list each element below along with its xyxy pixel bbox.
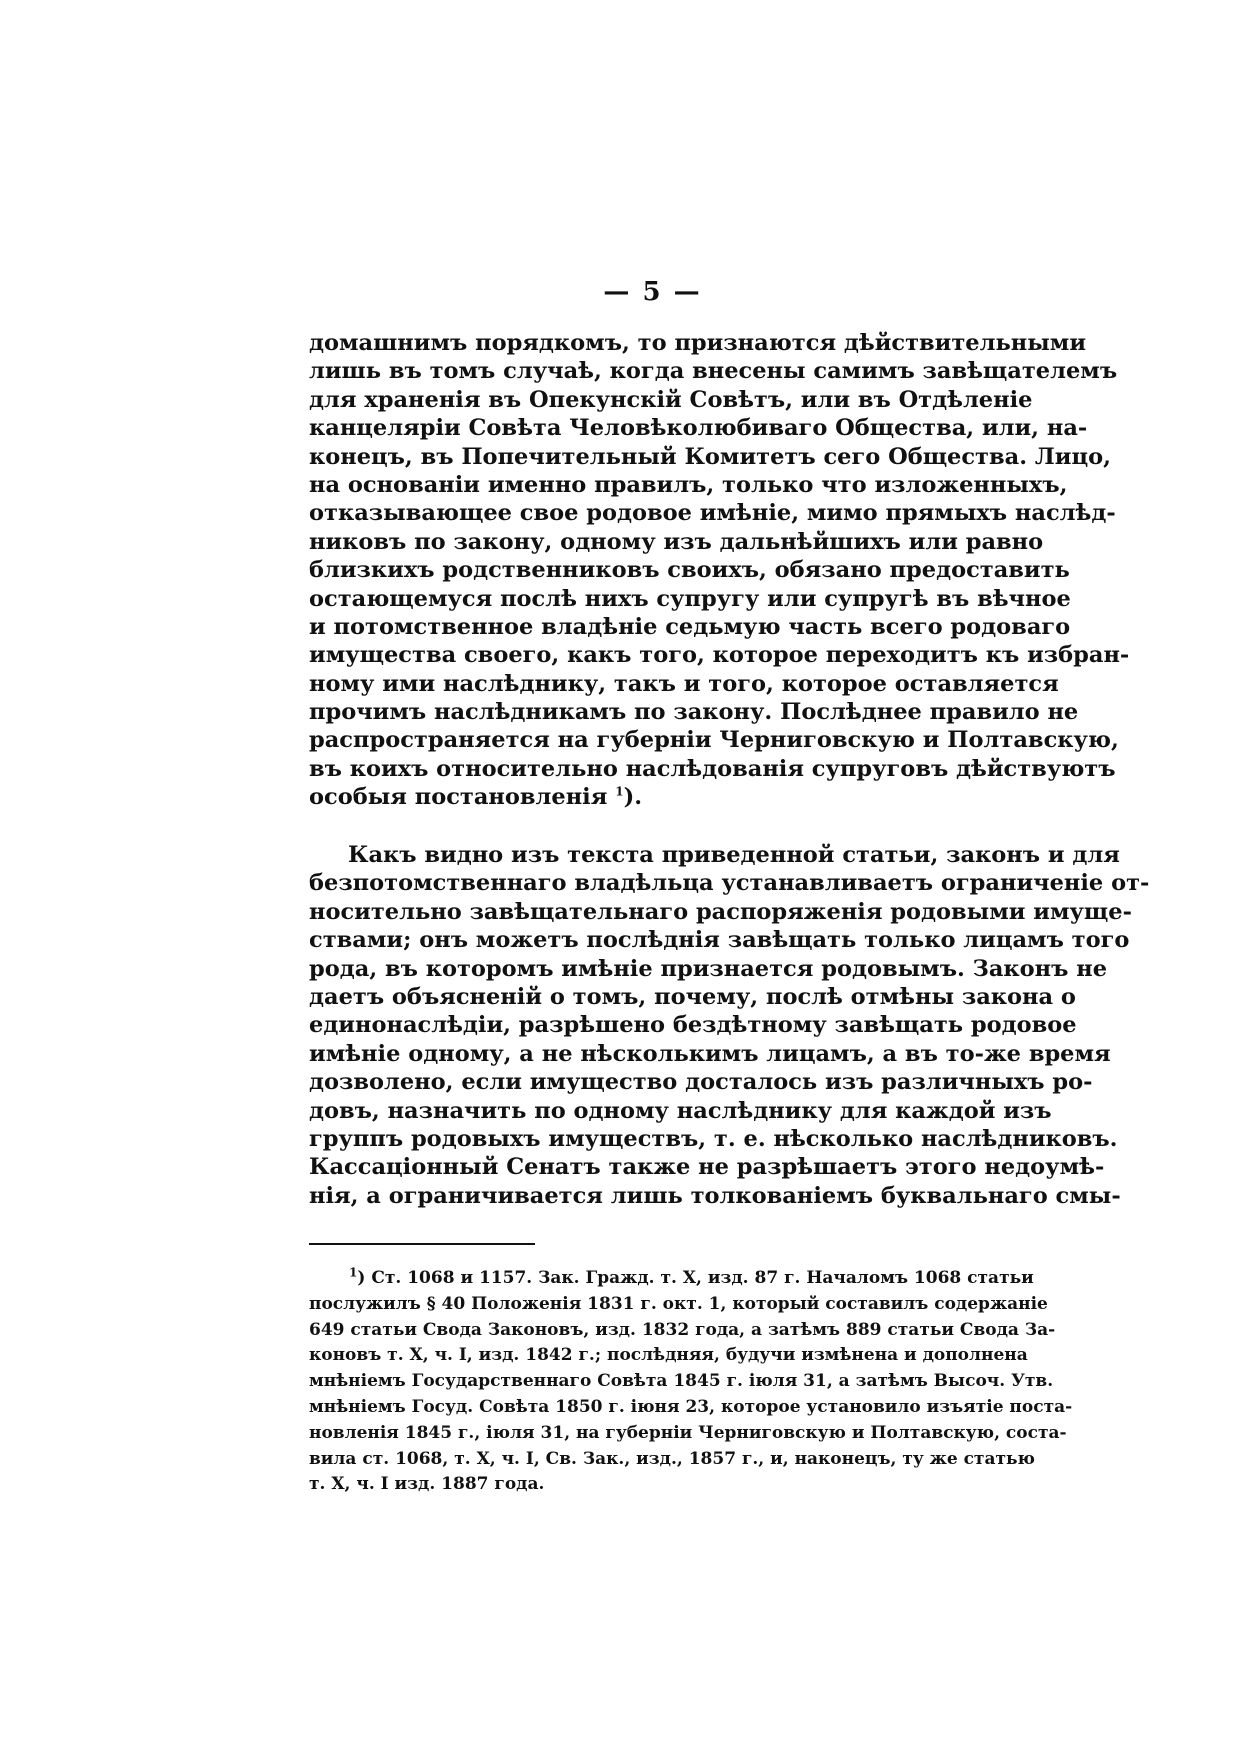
footnote-line: послужилъ § 40 Положенія 1831 г. окт. 1, который составилъ содержаніе bbox=[309, 1293, 1048, 1314]
text-line: остающемуся послѣ нихъ супругу или супругѣ въ вѣчное bbox=[309, 585, 1071, 612]
footnote-line-last: т. X, ч. I изд. 1887 года. bbox=[309, 1474, 545, 1495]
text-line: Кассаціонный Сенатъ также не разрѣшаетъ этого недоумѣ- bbox=[309, 1154, 1105, 1181]
footnote-line: коновъ т. X, ч. I, изд. 1842 г.; послѣдняя, будучи измѣнена и дополнена bbox=[309, 1345, 1028, 1366]
text-line: канцеляріи Совѣта Человѣколюбиваго Общества, или, на- bbox=[309, 415, 1088, 442]
text-line: носительно завѣщательнаго распоряженія родовыми имуще- bbox=[309, 898, 1132, 925]
text-line: лишь въ томъ случаѣ, когда внесены самимъ завѣщателемъ bbox=[309, 358, 1118, 385]
text-line: ному ими наслѣднику, такъ и того, которое оставляется bbox=[309, 670, 1059, 697]
footnote-marker: 1 bbox=[349, 1265, 358, 1280]
footnote-reference[interactable]: 1 bbox=[615, 784, 624, 799]
text-line: въ коихъ относительно наслѣдованія супруговъ дѣйствуютъ bbox=[309, 755, 1116, 782]
text-line: дозволено, если имущество досталось изъ различныхъ ро- bbox=[309, 1069, 1093, 1096]
text-line: единонаслѣдіи, разрѣшено бездѣтному завѣщать родовое bbox=[309, 1012, 1077, 1039]
text-line: ствами; онъ можетъ послѣднія завѣщать только лицамъ того bbox=[309, 927, 1130, 954]
text-line: распространяется на губерніи Черниговскую и Полтавскую, bbox=[309, 727, 1119, 754]
text-line: для храненія въ Опекунскій Совѣтъ, или въ Отдѣленіе bbox=[309, 386, 1033, 413]
footnote-line: мнѣніемъ Госуд. Совѣта 1850 г. іюня 23, которое установило изъятіе поста- bbox=[309, 1396, 1073, 1417]
text-line: нія, а ограничивается лишь толкованіемъ буквальнаго смы- bbox=[309, 1182, 1121, 1209]
text-line: Какъ видно изъ текста приведенной статьи, законъ и для bbox=[348, 842, 1120, 868]
page-number: — 5 — bbox=[603, 277, 702, 307]
text-line: близкихъ родственниковъ своихъ, обязано предоставить bbox=[309, 557, 1070, 584]
paragraph-2 bbox=[309, 841, 1150, 1210]
text-line: конецъ, въ Попечительный Комитетъ сего Общества. Лицо, bbox=[309, 443, 1111, 470]
footnote-line: вила ст. 1068, т. X, ч. I, Св. Зак., изд., 1857 г., и, наконецъ, ту же статью bbox=[309, 1448, 1035, 1469]
text-line: прочимъ наслѣдникамъ по закону. Послѣднее правило не bbox=[309, 699, 1079, 726]
text-line: имущества своего, какъ того, которое переходитъ къ избран- bbox=[309, 642, 1130, 669]
text-line: никовъ по закону, одному изъ дальнѣйшихъ или равно bbox=[309, 528, 1044, 555]
text-line: на основаніи именно правилъ, только что изложенныхъ, bbox=[309, 471, 1068, 498]
paragraph-1 bbox=[309, 329, 1130, 812]
last-line-text: особыя постановленія bbox=[309, 784, 608, 811]
text-line: отказывающее свое родовое имѣніе, мимо прямыхъ наслѣд- bbox=[309, 500, 1116, 527]
text-line: группъ родовыхъ имуществъ, т. е. нѣсколько наслѣдниковъ. bbox=[309, 1125, 1118, 1152]
text-line: имѣніе одному, а не нѣсколькимъ лицамъ, а въ то-же время bbox=[309, 1040, 1111, 1067]
text-line: и потомственное владѣніе седьмую часть всего родоваго bbox=[309, 613, 1071, 640]
text-line: довъ, назначить по одному наслѣднику для каждой изъ bbox=[309, 1097, 1052, 1124]
footnote-line bbox=[309, 1265, 1034, 1292]
text-line: рода, въ которомъ имѣніе признается родовымъ. Законъ не bbox=[309, 955, 1108, 982]
text-line: домашнимъ порядкомъ, то признаются дѣйствительными bbox=[309, 330, 1087, 356]
last-line-end: ). bbox=[623, 784, 643, 811]
footnote-line: мнѣніемъ Государственнаго Совѣта 1845 г. іюля 31, а затѣмъ Высоч. Утв. bbox=[309, 1371, 1054, 1392]
footnote-line: 649 статьи Свода Законовъ, изд. 1832 года, а затѣмъ 889 статьи Свода За- bbox=[309, 1319, 1056, 1340]
footnote-line-text: ) Ст. 1068 и 1157. Зак. Гражд. т. X, изд. 87 г. Началомъ 1068 статьи bbox=[357, 1268, 1034, 1288]
text-line-last bbox=[309, 783, 1004, 811]
footnote-line: новленія 1845 г., іюля 31, на губерніи Черниговскую и Полтавскую, соста- bbox=[309, 1422, 1067, 1443]
text-line: безпотомственнаго владѣльца устанавливаетъ ограниченіе от- bbox=[309, 870, 1150, 897]
text-line: даетъ объясненій о томъ, почему, послѣ отмѣны закона о bbox=[309, 983, 1076, 1010]
footnote bbox=[309, 1265, 1073, 1498]
footnote-separator bbox=[309, 1243, 535, 1245]
